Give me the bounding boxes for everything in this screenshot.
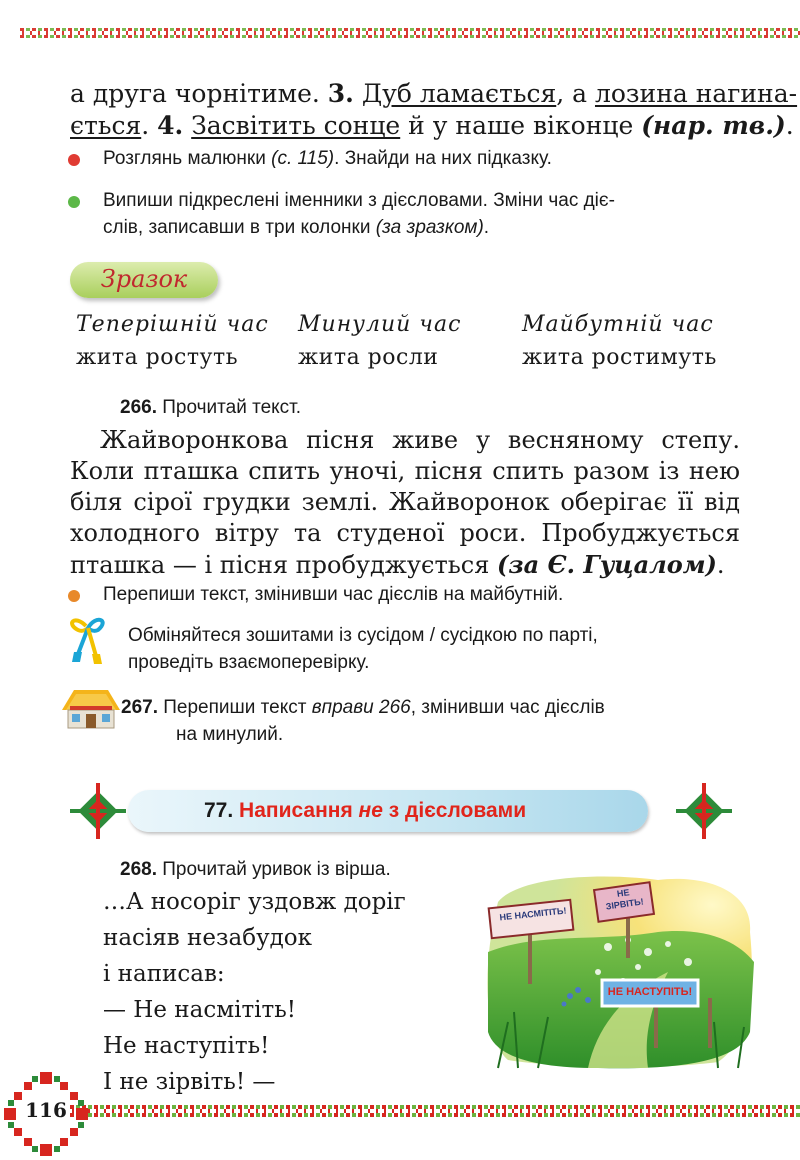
exercise-number: 266.	[120, 397, 157, 418]
text-fragment: , а	[556, 79, 595, 108]
text-fragment: й у наше віконце	[400, 111, 642, 140]
ribbon-icon	[66, 614, 112, 664]
exercise-266-heading	[120, 394, 301, 421]
sentence-number: 4.	[157, 111, 184, 140]
text-fragment: . Знайди на них підказку.	[334, 148, 552, 169]
text-fragment: .	[141, 111, 158, 140]
exercise-268-heading	[120, 856, 391, 883]
column-value-past: жита росли	[298, 345, 439, 370]
column-value-present: жита ростуть	[76, 345, 239, 370]
ornament-right-icon	[676, 783, 732, 839]
underlined-phrase: Засвітить сонце	[191, 111, 401, 140]
poem-line: і написав:	[103, 961, 225, 987]
sign-text: НЕ	[616, 887, 631, 899]
poem-line: Не наступіть!	[103, 1033, 270, 1059]
exercise-number: 268.	[120, 859, 157, 880]
text-fragment: .	[785, 111, 794, 140]
bottom-ornamental-border	[70, 1105, 800, 1117]
column-header-present: Теперішній час	[76, 312, 269, 337]
exercise-instruction: Прочитай уривок із вірша.	[156, 859, 391, 880]
section-number: 77.	[204, 799, 234, 822]
text-fragment	[354, 79, 362, 108]
sample-label: Зразок	[70, 262, 218, 298]
ornament-left-icon	[70, 783, 126, 839]
source-attribution: (за Є. Гуцалом)	[497, 550, 717, 579]
page-number: 116	[25, 1098, 67, 1122]
red-bullet-icon	[68, 154, 80, 166]
sentence-number: 3.	[327, 79, 354, 108]
exercise-instruction: Прочитай текст.	[156, 397, 302, 418]
column-header-past: Минулий час	[298, 312, 462, 337]
task-rewrite-future: Перепиши текст, змінивши час дієслів на майбутній.	[103, 584, 564, 605]
task-line: на минулий.	[176, 724, 284, 745]
underlined-phrase: лозина нагина-	[594, 79, 798, 108]
text-fragment: пташка — і пісня пробуджується	[70, 551, 497, 579]
poem	[103, 884, 406, 1100]
text-fragment: Розглянь малюнки	[103, 148, 272, 169]
section-title-part: Написання	[233, 799, 359, 822]
sign-do-not-step: НЕ НАСТУПІТЬ!	[607, 986, 693, 998]
source-attribution: (нар. тв.)	[641, 111, 786, 140]
task-line: проведіть взаємоперевірку.	[128, 652, 370, 673]
task-line	[121, 694, 605, 721]
exercise-reference: вправи 266	[311, 697, 411, 718]
column-header-future: Майбутній час	[522, 312, 714, 337]
text-line: Коли пташка спить уночі, пісня спить разом із нею	[70, 457, 740, 485]
exercise-number: 267.	[121, 697, 158, 718]
poem-line: насіяв незабудок	[103, 925, 313, 951]
text-fragment: .	[483, 217, 490, 238]
underlined-phrase: Дуб ламається	[361, 79, 557, 108]
underlined-phrase: ється	[70, 111, 142, 140]
green-bullet-icon	[68, 196, 80, 208]
exercise-266-text	[70, 425, 740, 581]
text-line: Жайворонкова пісня живе у весняному степу.	[100, 426, 740, 454]
house-icon	[62, 686, 120, 730]
task-line: Випиши підкреслені іменники з дієсловами. Зміни час діє-	[103, 190, 615, 211]
text-fragment: , змінивши час дієслів	[410, 697, 605, 718]
section-title-part: з дієсловами	[382, 799, 527, 822]
text-fragment: слів, записавши в три колонки	[103, 217, 376, 238]
task-line	[103, 214, 615, 241]
text-fragment: а друга чорнітиме.	[70, 79, 328, 108]
page-reference: (с. 115)	[271, 148, 335, 169]
sign-text: ЗІРВІТЬ!	[605, 896, 645, 912]
text-line: біля сірої грудки землі. Жайворонок оберігає її від	[70, 488, 740, 516]
text-line-2	[70, 109, 794, 143]
exercise-267	[121, 694, 605, 748]
orange-bullet-icon	[68, 590, 80, 602]
poem-line: — Не насмітіть!	[103, 997, 297, 1023]
task-line: Обміняйтеся зошитами із сусідом / сусідкою по парті,	[128, 625, 598, 646]
task-write-out	[103, 187, 615, 241]
task-look-pictures	[103, 145, 552, 172]
text-fragment: Перепиши текст	[157, 697, 312, 718]
poem-line: …А носоріг уздовж доріг	[103, 889, 406, 915]
section-title	[204, 790, 526, 832]
text-line: холодного вітру та студеної роси. Пробуджується	[70, 519, 740, 547]
text-line	[70, 549, 740, 581]
top-ornamental-border	[20, 28, 800, 38]
hint: (за зразком)	[375, 217, 484, 238]
poem-line: І не зірвіть! —	[103, 1069, 276, 1095]
text-fragment: .	[716, 551, 725, 579]
text-fragment	[183, 111, 191, 140]
text-line-1	[70, 77, 797, 111]
meadow-illustration	[478, 872, 758, 1070]
column-value-future: жита ростимуть	[522, 345, 717, 370]
section-title-part: не	[358, 799, 383, 822]
sign-do-not-litter: НЕ НАСМІТІТЬ!	[499, 905, 567, 923]
peer-review-task	[128, 622, 598, 676]
